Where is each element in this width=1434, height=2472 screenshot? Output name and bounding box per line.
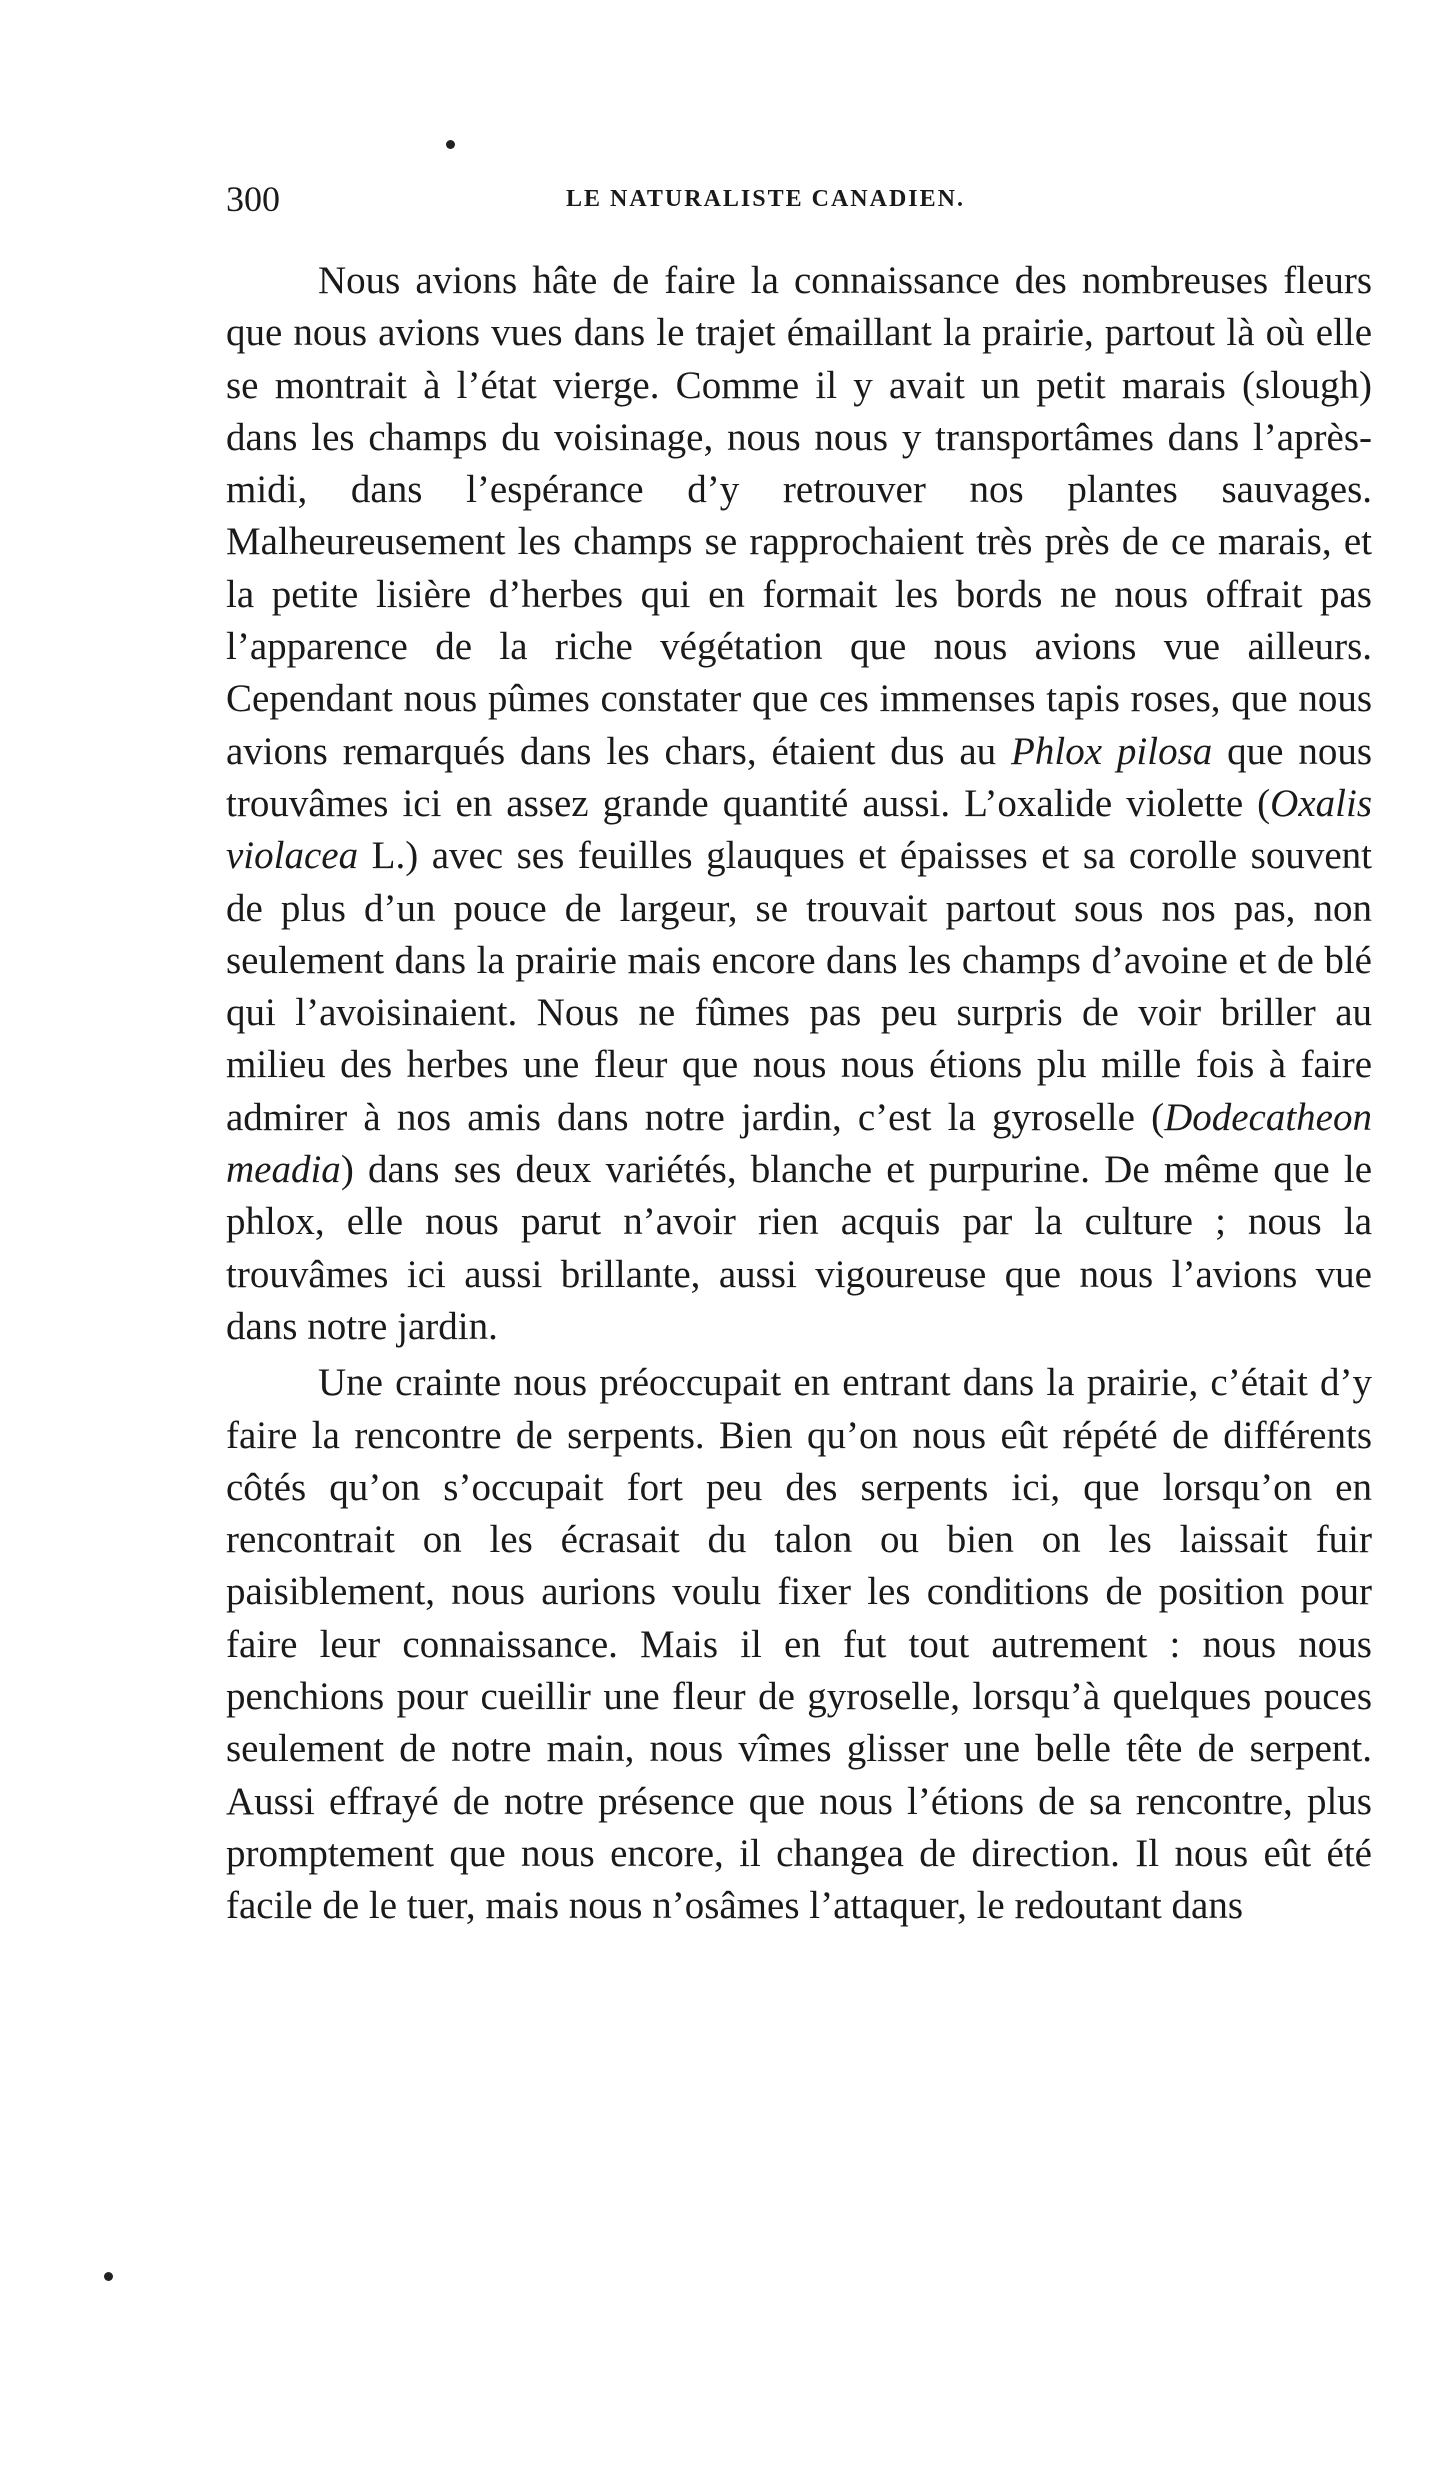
text-run: que nous trouvâmes ici en assez grande quantité aussi. L’oxalide violette ( [226, 729, 1372, 825]
text-run: Une crainte nous préoccupait en entrant dans la prairie, c’était d’y faire la rencontre de serpents. Bien qu’on nous eût répété de différents côtés qu’on s’occupait fort peu des serpents ici, que lorsqu’on en rencontrait on les écrasait du talon ou bien on les laissait fuir paisiblement, nous aurions voulu fixer les conditions de position pour faire leur connaissance. Mais il en fut tout autrement : nous nous penchions pour cueillir une fleur de gyroselle, lorsqu’à quelques pouces seulement de notre main, nous vîmes glisser une belle tête de serpent. Aussi effrayé de notre présence que nous l’étions de sa rencontre, plus promptement que nous encore, il changea de direction. Il nous eût été facile de le tuer, mais nous n’osâmes l’attaquer, le redoutant dans [226, 1361, 1372, 1928]
ink-speck [104, 2272, 113, 2281]
page-number: 300 [226, 179, 280, 219]
paragraph [226, 1357, 1372, 1932]
paragraph [226, 255, 1372, 1353]
body-text [226, 255, 1372, 1933]
italic-term: Oxalis violacea [226, 781, 1372, 878]
ink-speck [446, 140, 455, 149]
text-run: L.) avec ses feuilles glauques et épaisses et sa corolle souvent de plus d’un pouce de largeur, se trouvait partout sous nos pas, non seulement dans la prairie mais encore dans les champs d’avoine et de blé qui l’avoisinaient. Nous ne fûmes pas peu surpris de voir briller au milieu des herbes une fleur que nous nous étions plu mille fois à faire admirer à nos amis dans notre jardin, c’est la gyroselle ( [226, 834, 1372, 1139]
text-run: ) dans ses deux variétés, blanche et purpurine. De même que le phlox, elle nous parut n’avoir rien acquis par la culture ; nous la trouvâmes ici aussi brillante, aussi vigoureuse que nous l’avions vue dans notre jardin. [226, 1148, 1372, 1348]
running-title: LE NATURALISTE CANADIEN. [566, 186, 965, 212]
page-header [226, 178, 1386, 228]
text-run: Nous avions hâte de faire la connaissance des nombreuses fleurs que nous avions vues dans le trajet émaillant la prairie, partout là où elle se montrait à l’état vierge. Comme il y avait un petit marais (slough) dans les champs du voisinage, nous nous y transportâmes dans l’après-midi, dans l’espérance d’y retrouver nos plantes sauvages. Malheureusement les champs se rapprochaient très près de ce marais, et la petite lisière d’herbes qui en formait les bords ne nous offrait pas l’apparence de la riche végétation que nous avions vue ailleurs. Cependant nous pûmes constater que ces immenses tapis roses, que nous avions remarqués dans les chars, étaient dus au [226, 259, 1372, 773]
italic-term: Dodecatheon meadia [226, 1095, 1372, 1192]
italic-term: Phlox pilosa [1011, 729, 1213, 773]
